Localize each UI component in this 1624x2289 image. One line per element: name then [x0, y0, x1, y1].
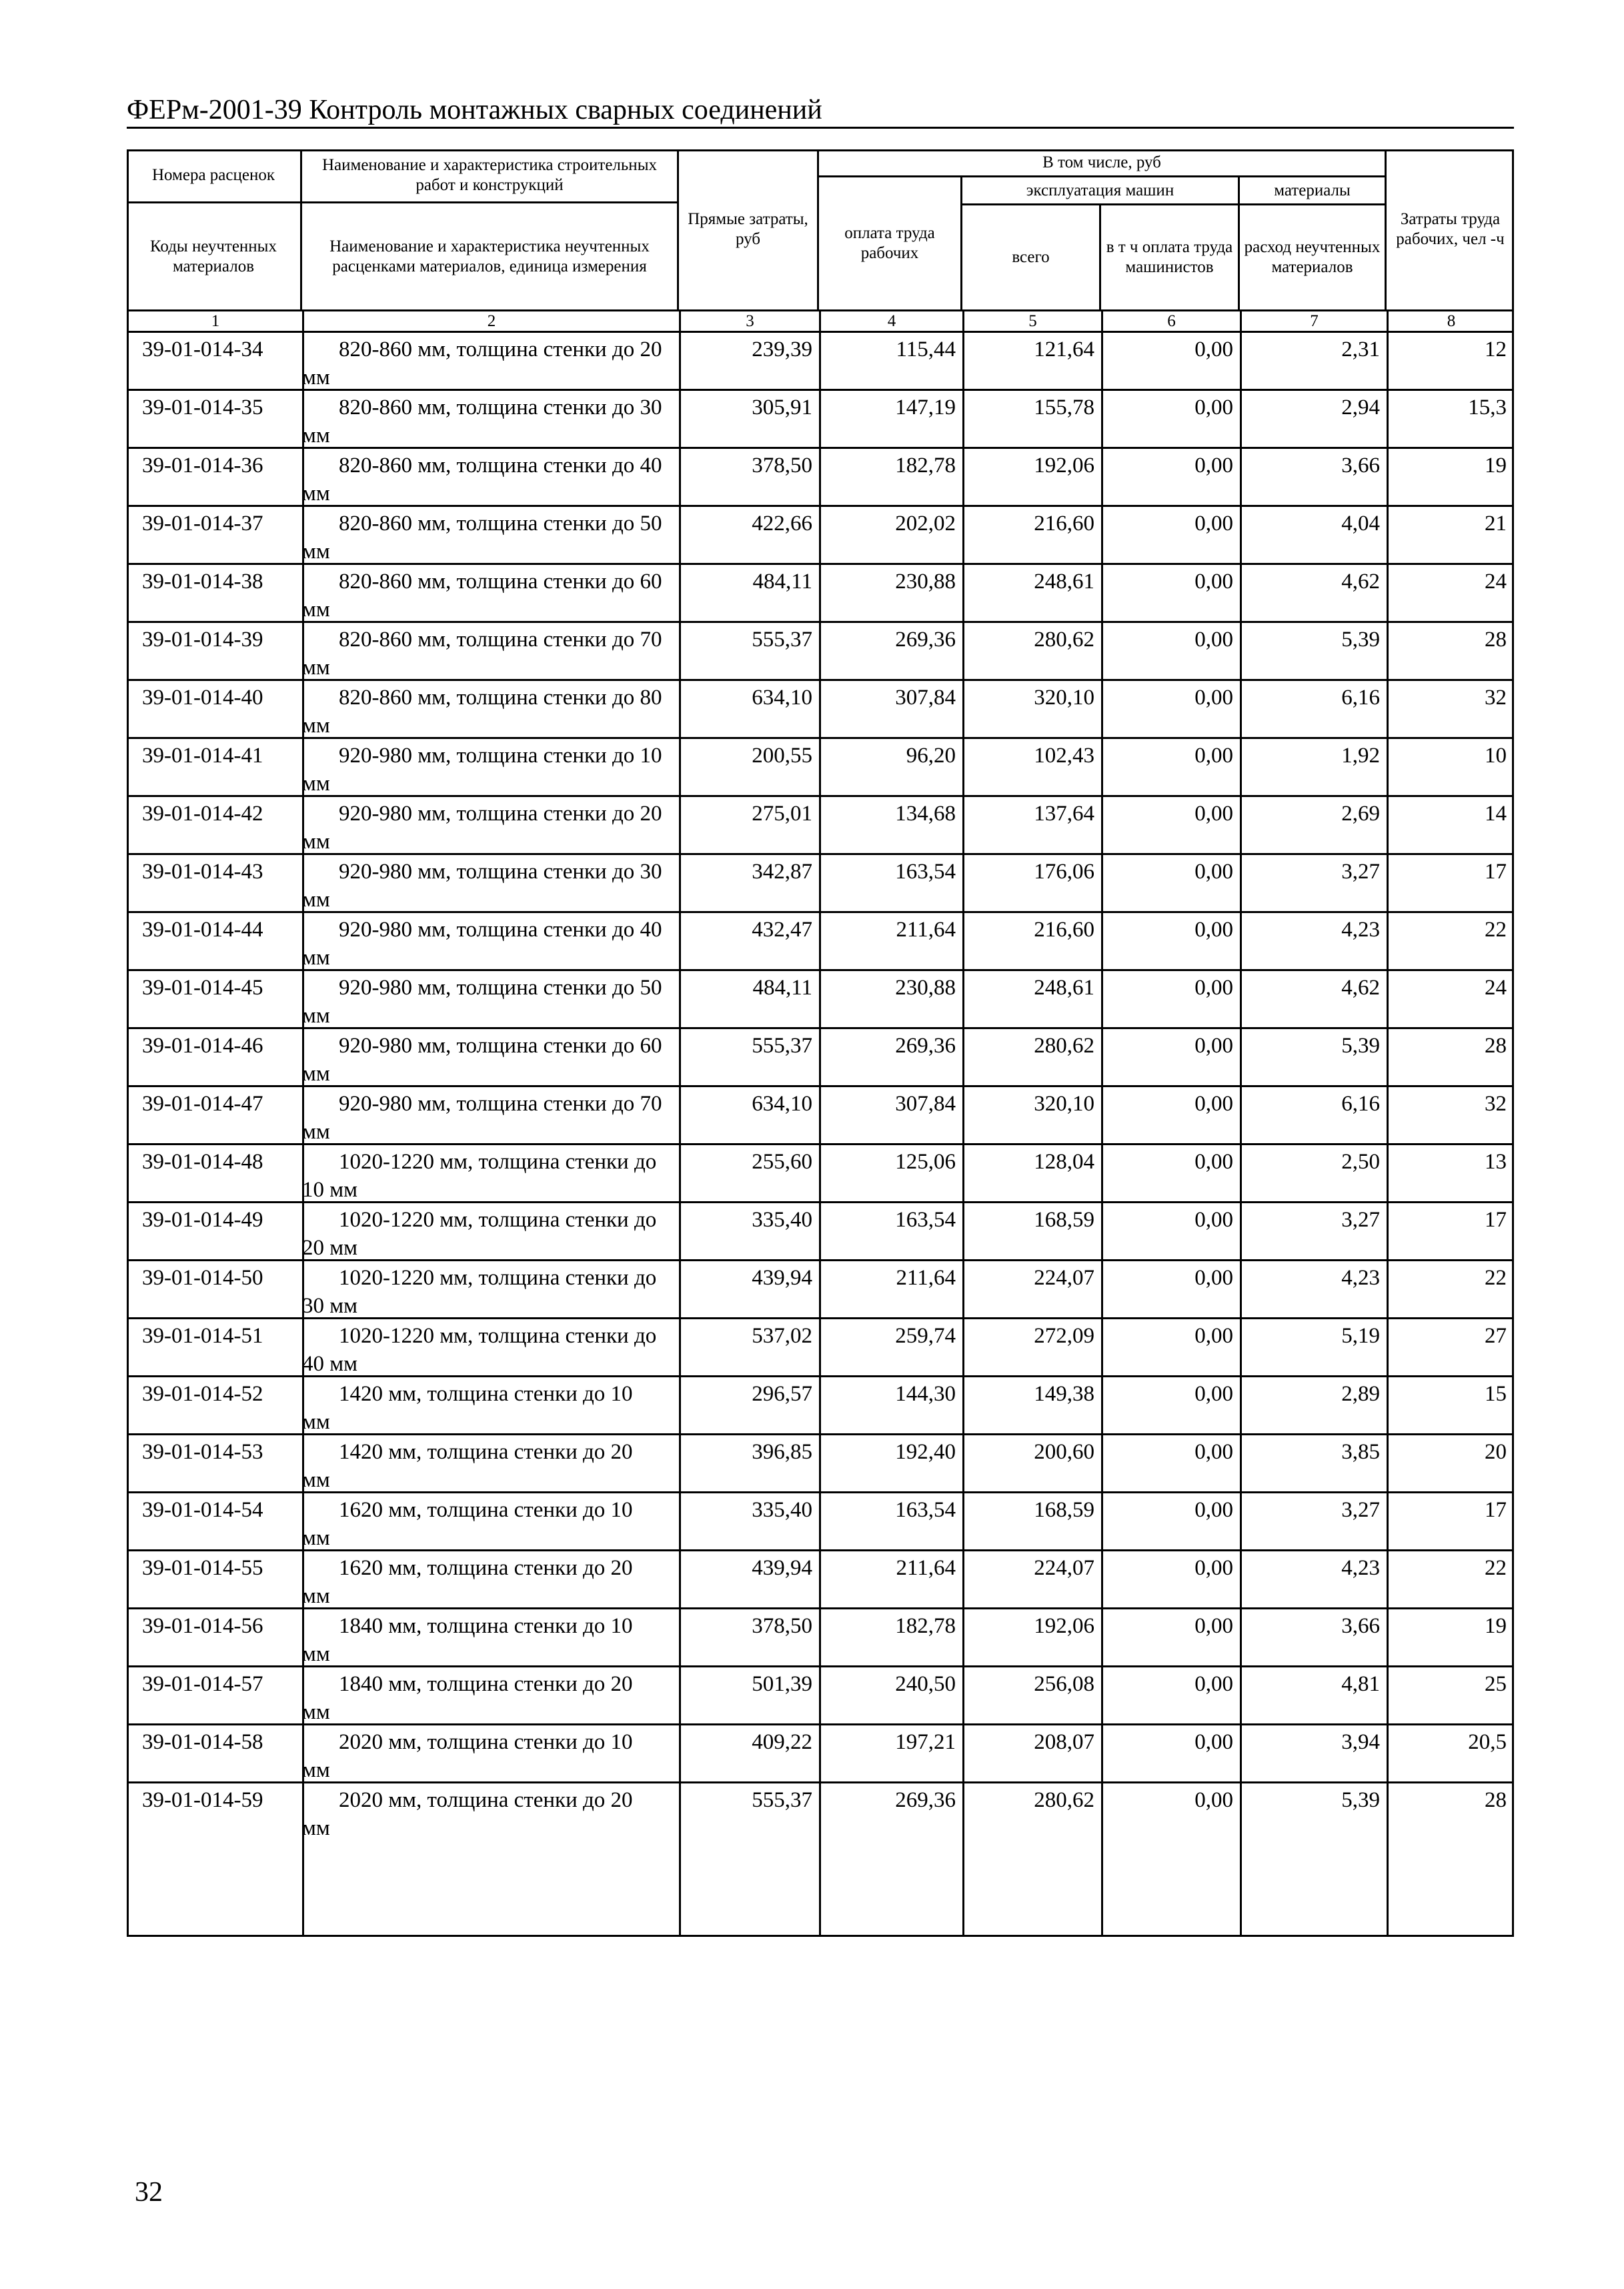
value-mach: 121,64 — [1034, 337, 1094, 361]
work-description: 1420 мм, толщина стенки до 10 мм — [302, 1382, 633, 1434]
value-direct: 422,66 — [752, 512, 812, 536]
value-mach: 128,04 — [1034, 1150, 1094, 1174]
table-row — [129, 1725, 1512, 1783]
value-direct: 200,55 — [752, 744, 812, 768]
value-hours: 19 — [1485, 454, 1507, 478]
value-oper: 0,00 — [1194, 1498, 1233, 1522]
value-hours: 14 — [1485, 802, 1507, 826]
work-description: 820-860 мм, толщина стенки до 60 мм — [302, 570, 662, 622]
header-name-unaccounted: Наименование и характеристика неучтенных расценками материалов, единица измерения — [302, 203, 679, 311]
value-mat: 4,81 — [1341, 1672, 1380, 1696]
value-mach: 137,64 — [1034, 802, 1094, 826]
column-number: 4 — [821, 311, 964, 331]
value-oper: 0,00 — [1194, 1092, 1233, 1116]
value-oper: 0,00 — [1194, 1614, 1233, 1638]
value-labor: 211,64 — [896, 918, 956, 942]
work-description: 820-860 мм, толщина стенки до 20 мм — [302, 337, 662, 390]
value-hours: 15,3 — [1468, 396, 1507, 420]
value-mach: 200,60 — [1034, 1440, 1094, 1464]
rate-code: 39-01-014-36 — [142, 454, 263, 478]
value-direct: 342,87 — [752, 860, 812, 884]
work-description: 2020 мм, толщина стенки до 20 мм — [302, 1788, 633, 1840]
table-row — [129, 1783, 1512, 1841]
value-hours: 32 — [1485, 686, 1507, 710]
column-number: 7 — [1242, 311, 1389, 331]
value-direct: 296,57 — [752, 1382, 812, 1406]
table-row — [129, 739, 1512, 797]
value-mat: 3,94 — [1341, 1730, 1380, 1754]
value-oper: 0,00 — [1194, 1266, 1233, 1290]
value-labor: 96,20 — [906, 744, 956, 768]
table-row — [129, 449, 1512, 507]
work-description: 920-980 мм, толщина стенки до 40 мм — [302, 918, 662, 970]
value-labor: 163,54 — [895, 1208, 956, 1232]
value-hours: 17 — [1485, 1498, 1507, 1522]
value-hours: 28 — [1485, 1034, 1507, 1058]
value-oper: 0,00 — [1194, 454, 1233, 478]
value-oper: 0,00 — [1194, 744, 1233, 768]
table-row — [129, 1609, 1512, 1667]
value-labor: 197,21 — [895, 1730, 956, 1754]
value-mach: 168,59 — [1034, 1498, 1094, 1522]
table-row — [129, 855, 1512, 913]
value-mach: 216,60 — [1034, 918, 1094, 942]
value-direct: 537,02 — [752, 1324, 812, 1348]
value-oper: 0,00 — [1194, 1208, 1233, 1232]
value-oper: 0,00 — [1194, 1150, 1233, 1174]
value-labor: 230,88 — [895, 976, 956, 1000]
value-oper: 0,00 — [1194, 570, 1233, 594]
column-number: 6 — [1103, 311, 1242, 331]
value-mat: 4,23 — [1341, 1556, 1380, 1580]
work-description: 820-860 мм, толщина стенки до 70 мм — [302, 628, 662, 680]
value-mach: 256,08 — [1034, 1672, 1094, 1696]
value-oper: 0,00 — [1194, 918, 1233, 942]
value-mat: 5,19 — [1341, 1324, 1380, 1348]
table-row — [129, 333, 1512, 391]
value-mach: 192,06 — [1034, 454, 1094, 478]
table-row — [129, 623, 1512, 681]
work-description: 920-980 мм, толщина стенки до 70 мм — [302, 1092, 662, 1144]
table-row — [129, 1667, 1512, 1725]
value-labor: 134,68 — [895, 802, 956, 826]
value-direct: 501,39 — [752, 1672, 812, 1696]
value-direct: 409,22 — [752, 1730, 812, 1754]
rate-code: 39-01-014-39 — [142, 628, 263, 652]
value-hours: 24 — [1485, 570, 1507, 594]
value-hours: 20,5 — [1468, 1730, 1507, 1754]
work-description: 1420 мм, толщина стенки до 20 мм — [302, 1440, 633, 1492]
table-row — [129, 507, 1512, 565]
rate-code: 39-01-014-41 — [142, 744, 263, 768]
value-labor: 269,36 — [895, 1034, 956, 1058]
value-mat: 3,66 — [1341, 454, 1380, 478]
work-description: 820-860 мм, толщина стенки до 50 мм — [302, 512, 662, 564]
value-mach: 192,06 — [1034, 1614, 1094, 1638]
value-mach: 320,10 — [1034, 686, 1094, 710]
work-description: 1020-1220 мм, толщина стенки до 10 мм — [302, 1150, 657, 1202]
value-labor: 182,78 — [895, 1614, 956, 1638]
rate-code: 39-01-014-46 — [142, 1034, 263, 1058]
rate-code: 39-01-014-43 — [142, 860, 263, 884]
value-mat: 6,16 — [1341, 1092, 1380, 1116]
value-mat: 2,69 — [1341, 802, 1380, 826]
value-labor: 163,54 — [895, 860, 956, 884]
rate-code: 39-01-014-59 — [142, 1788, 263, 1812]
table-row — [129, 1029, 1512, 1087]
table-row — [129, 1319, 1512, 1377]
rate-code: 39-01-014-57 — [142, 1672, 263, 1696]
value-direct: 396,85 — [752, 1440, 812, 1464]
value-oper: 0,00 — [1194, 860, 1233, 884]
value-mat: 1,92 — [1341, 744, 1380, 768]
value-hours: 27 — [1485, 1324, 1507, 1348]
value-direct: 484,11 — [752, 570, 812, 594]
value-direct: 335,40 — [752, 1498, 812, 1522]
value-labor: 163,54 — [895, 1498, 956, 1522]
value-hours: 15 — [1485, 1382, 1507, 1406]
value-mat: 2,31 — [1341, 337, 1380, 361]
header-direct: Прямые затраты, руб — [679, 149, 819, 311]
value-mach: 168,59 — [1034, 1208, 1094, 1232]
header-materials-usage: расход неучтенных материалов — [1240, 205, 1387, 311]
work-description: 920-980 мм, толщина стенки до 50 мм — [302, 976, 662, 1028]
value-hours: 12 — [1485, 337, 1507, 361]
value-mat: 4,23 — [1341, 1266, 1380, 1290]
value-mach: 102,43 — [1034, 744, 1094, 768]
rate-code: 39-01-014-52 — [142, 1382, 263, 1406]
work-description: 820-860 мм, толщина стенки до 30 мм — [302, 396, 662, 448]
value-hours: 28 — [1485, 628, 1507, 652]
value-mach: 155,78 — [1034, 396, 1094, 420]
value-mach: 176,06 — [1034, 860, 1094, 884]
value-mach: 248,61 — [1034, 976, 1094, 1000]
value-hours: 20 — [1485, 1440, 1507, 1464]
value-labor: 259,74 — [895, 1324, 956, 1348]
column-number: 8 — [1447, 312, 1456, 330]
value-hours: 17 — [1485, 1208, 1507, 1232]
value-mach: 272,09 — [1034, 1324, 1094, 1348]
header-materials: материалы — [1240, 177, 1387, 205]
page-number: 32 — [135, 2177, 163, 2208]
rate-code: 39-01-014-49 — [142, 1208, 263, 1232]
table-row — [129, 681, 1512, 739]
table-row — [129, 1435, 1512, 1493]
value-mat: 4,04 — [1341, 512, 1380, 536]
value-direct: 239,39 — [752, 337, 812, 361]
table-row — [129, 1261, 1512, 1319]
value-hours: 22 — [1485, 918, 1507, 942]
value-labor: 202,02 — [895, 512, 956, 536]
table-row — [129, 1203, 1512, 1261]
rate-code: 39-01-014-51 — [142, 1324, 263, 1348]
value-mat: 4,62 — [1341, 976, 1380, 1000]
document-title: ФЕРм-2001-39 Контроль монтажных сварных соединений — [127, 95, 822, 125]
value-hours: 22 — [1485, 1556, 1507, 1580]
value-hours: 13 — [1485, 1150, 1507, 1174]
header-number: Номера расценок — [127, 149, 302, 203]
value-mat: 3,27 — [1341, 860, 1380, 884]
column-number: 5 — [964, 311, 1103, 331]
value-labor: 269,36 — [895, 628, 956, 652]
table-row — [129, 971, 1512, 1029]
rate-code: 39-01-014-50 — [142, 1266, 263, 1290]
value-direct: 555,37 — [752, 1788, 812, 1812]
table-row — [129, 913, 1512, 971]
rate-code: 39-01-014-53 — [142, 1440, 263, 1464]
work-description: 1020-1220 мм, толщина стенки до 30 мм — [302, 1266, 657, 1318]
value-labor: 115,44 — [896, 337, 956, 361]
value-mat: 3,66 — [1341, 1614, 1380, 1638]
work-description: 920-980 мм, толщина стенки до 60 мм — [302, 1034, 662, 1086]
value-mat: 4,23 — [1341, 918, 1380, 942]
value-direct: 634,10 — [752, 1092, 812, 1116]
value-labor: 269,36 — [895, 1788, 956, 1812]
value-hours: 10 — [1485, 744, 1507, 768]
work-description: 920-980 мм, толщина стенки до 20 мм — [302, 802, 662, 854]
value-mach: 208,07 — [1034, 1730, 1094, 1754]
value-direct: 555,37 — [752, 1034, 812, 1058]
value-oper: 0,00 — [1194, 512, 1233, 536]
value-mach: 248,61 — [1034, 570, 1094, 594]
header-labor-pay: оплата труда рабочих — [819, 177, 962, 311]
header-machines-operator: в т ч оплата труда машинистов — [1101, 205, 1240, 311]
value-direct: 378,50 — [752, 1614, 812, 1638]
work-description: 1020-1220 мм, толщина стенки до 40 мм — [302, 1324, 657, 1376]
value-mach: 149,38 — [1034, 1382, 1094, 1406]
rate-code: 39-01-014-42 — [142, 802, 263, 826]
value-labor: 240,50 — [895, 1672, 956, 1696]
value-mat: 2,50 — [1341, 1150, 1380, 1174]
value-hours: 24 — [1485, 976, 1507, 1000]
value-mach: 224,07 — [1034, 1556, 1094, 1580]
value-mat: 5,39 — [1341, 628, 1380, 652]
work-description: 1840 мм, толщина стенки до 10 мм — [302, 1614, 633, 1666]
value-oper: 0,00 — [1194, 1788, 1233, 1812]
value-mat: 3,27 — [1341, 1208, 1380, 1232]
value-mat: 3,85 — [1341, 1440, 1380, 1464]
value-mach: 280,62 — [1034, 628, 1094, 652]
rate-code: 39-01-014-54 — [142, 1498, 263, 1522]
table-row — [129, 1377, 1512, 1435]
value-direct: 439,94 — [752, 1556, 812, 1580]
value-labor: 182,78 — [895, 454, 956, 478]
work-description: 1620 мм, толщина стенки до 10 мм — [302, 1498, 633, 1550]
value-hours: 22 — [1485, 1266, 1507, 1290]
column-number: 1 — [129, 311, 304, 331]
value-labor: 211,64 — [896, 1556, 956, 1580]
value-hours: 19 — [1485, 1614, 1507, 1638]
value-oper: 0,00 — [1194, 1672, 1233, 1696]
value-mat: 5,39 — [1341, 1788, 1380, 1812]
value-direct: 275,01 — [752, 802, 812, 826]
value-direct: 378,50 — [752, 454, 812, 478]
value-direct: 439,94 — [752, 1266, 812, 1290]
value-mat: 3,27 — [1341, 1498, 1380, 1522]
value-mat: 5,39 — [1341, 1034, 1380, 1058]
work-description: 820-860 мм, толщина стенки до 40 мм — [302, 454, 662, 506]
value-mach: 280,62 — [1034, 1034, 1094, 1058]
header-machines: эксплуатация машин — [962, 177, 1240, 205]
value-labor: 307,84 — [895, 1092, 956, 1116]
rate-code: 39-01-014-45 — [142, 976, 263, 1000]
value-direct: 432,47 — [752, 918, 812, 942]
table-header — [127, 149, 1514, 311]
value-labor: 230,88 — [895, 570, 956, 594]
value-oper: 0,00 — [1194, 337, 1233, 361]
value-mach: 320,10 — [1034, 1092, 1094, 1116]
table-row — [129, 391, 1512, 449]
table-row — [129, 1087, 1512, 1145]
rate-code: 39-01-014-47 — [142, 1092, 263, 1116]
rate-code: 39-01-014-55 — [142, 1556, 263, 1580]
rate-code: 39-01-014-58 — [142, 1730, 263, 1754]
value-labor: 192,40 — [895, 1440, 956, 1464]
work-description: 1620 мм, толщина стенки до 20 мм — [302, 1556, 633, 1608]
work-description: 920-980 мм, толщина стенки до 30 мм — [302, 860, 662, 912]
value-oper: 0,00 — [1194, 1324, 1233, 1348]
table-body — [127, 333, 1514, 1937]
value-direct: 484,11 — [752, 976, 812, 1000]
value-oper: 0,00 — [1194, 628, 1233, 652]
column-number: 3 — [681, 311, 821, 331]
value-oper: 0,00 — [1194, 1382, 1233, 1406]
value-direct: 335,40 — [752, 1208, 812, 1232]
value-hours: 25 — [1485, 1672, 1507, 1696]
value-labor: 147,19 — [895, 396, 956, 420]
rate-code: 39-01-014-40 — [142, 686, 263, 710]
header-codes: Коды неучтенных материалов — [127, 203, 302, 311]
column-number: 2 — [304, 311, 681, 331]
value-labor: 144,30 — [895, 1382, 956, 1406]
value-direct: 255,60 — [752, 1150, 812, 1174]
value-hours: 28 — [1485, 1788, 1507, 1812]
rate-code: 39-01-014-35 — [142, 396, 263, 420]
value-mach: 216,60 — [1034, 512, 1094, 536]
rate-code: 39-01-014-56 — [142, 1614, 263, 1638]
value-direct: 305,91 — [752, 396, 812, 420]
value-oper: 0,00 — [1194, 802, 1233, 826]
table-row — [129, 1145, 1512, 1203]
value-labor: 307,84 — [895, 686, 956, 710]
value-oper: 0,00 — [1194, 1034, 1233, 1058]
value-hours: 21 — [1485, 512, 1507, 536]
value-labor: 211,64 — [896, 1266, 956, 1290]
rate-code: 39-01-014-34 — [142, 337, 263, 361]
column-numbers-row — [127, 311, 1514, 333]
value-direct: 555,37 — [752, 628, 812, 652]
table-row — [129, 797, 1512, 855]
header-labor-cost: Затраты труда рабочих, чел -ч — [1387, 149, 1514, 311]
value-oper: 0,00 — [1194, 1730, 1233, 1754]
table-row — [129, 1493, 1512, 1551]
value-mat: 4,62 — [1341, 570, 1380, 594]
value-mat: 2,94 — [1341, 396, 1380, 420]
value-hours: 17 — [1485, 860, 1507, 884]
work-description: 1020-1220 мм, толщина стенки до 20 мм — [302, 1208, 657, 1260]
value-oper: 0,00 — [1194, 976, 1233, 1000]
work-description: 920-980 мм, толщина стенки до 10 мм — [302, 744, 662, 796]
rate-code: 39-01-014-44 — [142, 918, 263, 942]
value-labor: 125,06 — [895, 1150, 956, 1174]
value-hours: 32 — [1485, 1092, 1507, 1116]
rate-code: 39-01-014-38 — [142, 570, 263, 594]
table-row — [129, 565, 1512, 623]
value-oper: 0,00 — [1194, 1556, 1233, 1580]
value-mat: 6,16 — [1341, 686, 1380, 710]
work-description: 2020 мм, толщина стенки до 10 мм — [302, 1730, 633, 1782]
work-description: 820-860 мм, толщина стенки до 80 мм — [302, 686, 662, 738]
value-oper: 0,00 — [1194, 1440, 1233, 1464]
rate-code: 39-01-014-48 — [142, 1150, 263, 1174]
value-mat: 2,89 — [1341, 1382, 1380, 1406]
header-machines-total: всего — [962, 205, 1101, 311]
value-oper: 0,00 — [1194, 396, 1233, 420]
page-header — [127, 92, 1514, 129]
work-description: 1840 мм, толщина стенки до 20 мм — [302, 1672, 633, 1724]
value-oper: 0,00 — [1194, 686, 1233, 710]
value-mach: 224,07 — [1034, 1266, 1094, 1290]
rate-code: 39-01-014-37 — [142, 512, 263, 536]
value-mach: 280,62 — [1034, 1788, 1094, 1812]
table-row — [129, 1551, 1512, 1609]
header-name: Наименование и характеристика строительных работ и конструкций — [302, 149, 679, 203]
header-including: В том числе, руб — [819, 149, 1387, 177]
value-direct: 634,10 — [752, 686, 812, 710]
